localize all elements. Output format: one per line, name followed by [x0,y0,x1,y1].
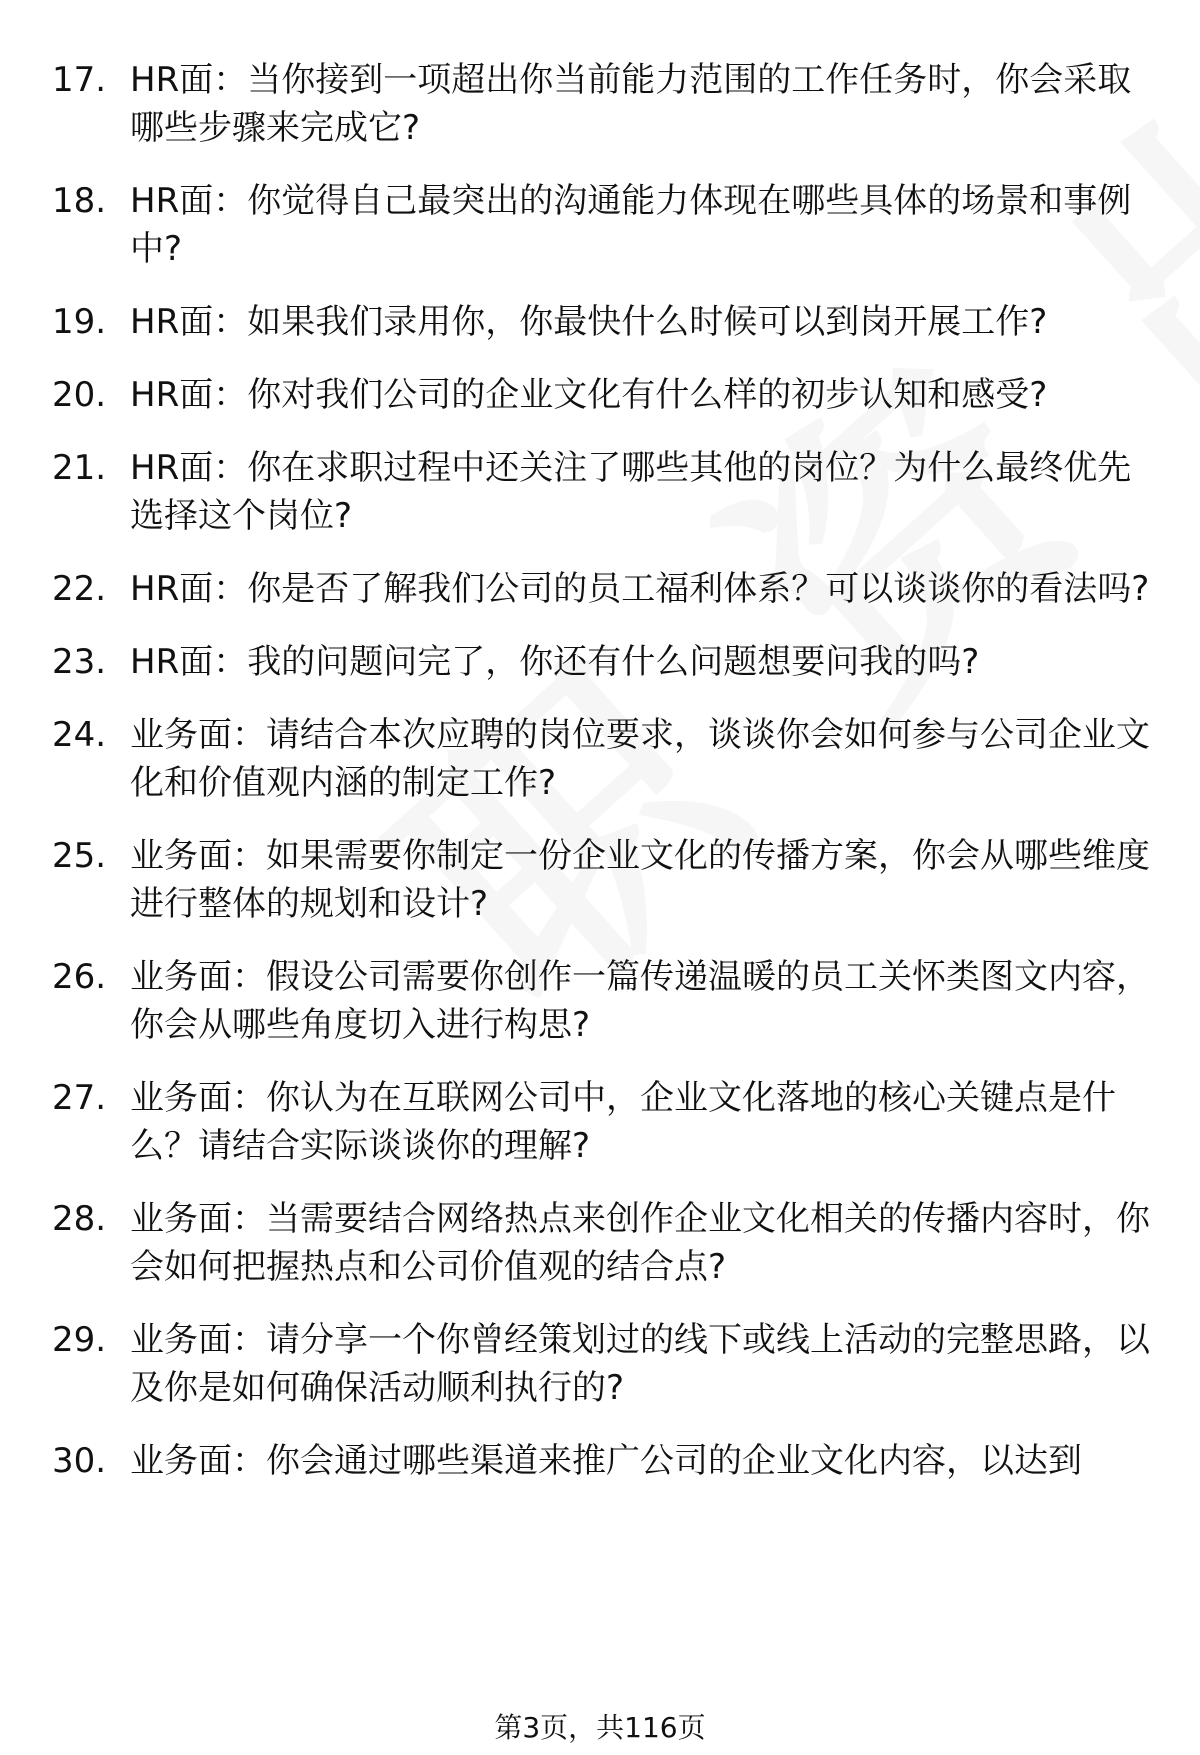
question-number: 28. [52,1199,107,1239]
question-item [0,298,1200,346]
question-number: 24. [52,715,107,755]
question-text: 业务面：当需要结合网络热点来创作企业文化相关的传播内容时，你会如何把握热点和公司价值观的结合点? [130,1199,1150,1287]
question-item [0,1195,1200,1291]
question-number: 21. [52,448,107,488]
question-text: 业务面：如果需要你制定一份企业文化的传播方案，你会从哪些维度进行整体的规划和设计? [130,836,1150,924]
question-number: 19. [52,302,107,342]
question-item [0,1316,1200,1412]
question-item [0,1074,1200,1170]
question-text: HR面：当你接到一项超出你当前能力范围的工作任务时，你会采取哪些步骤来完成它? [130,60,1132,148]
question-item [0,565,1200,613]
question-item [0,371,1200,419]
question-number: 17. [52,60,107,100]
question-number: 26. [52,957,107,997]
question-text: 业务面：请分享一个你曾经策划过的线下或线上活动的完整思路，以及你是如何确保活动顺利执行的? [130,1320,1150,1408]
question-number: 18. [52,181,107,221]
question-text: 业务面：你会通过哪些渠道来推广公司的企业文化内容，以达到 [130,1441,1082,1481]
question-number: 30. [52,1441,107,1481]
question-number: 27. [52,1078,107,1118]
question-text: HR面：如果我们录用你，你最快什么时候可以到岗开展工作? [130,302,1048,342]
question-text: HR面：你是否了解我们公司的员工福利体系？可以谈谈你的看法吗? [130,569,1150,609]
question-item [0,638,1200,686]
question-text: 业务面：请结合本次应聘的岗位要求，谈谈你会如何参与公司企业文化和价值观内涵的制定工作? [130,715,1150,803]
question-text: HR面：你对我们公司的企业文化有什么样的初步认知和感受? [130,375,1048,415]
question-item [0,444,1200,540]
question-item [0,177,1200,273]
question-item [0,953,1200,1049]
question-number: 25. [52,836,107,876]
question-text: HR面：你觉得自己最突出的沟通能力体现在哪些具体的场景和事例中? [130,181,1132,269]
question-number: 23. [52,642,107,682]
question-item [0,711,1200,807]
question-text: HR面：你在求职过程中还关注了哪些其他的岗位？为什么最终优先选择这个岗位? [130,448,1132,536]
question-item [0,832,1200,928]
question-number: 20. [52,375,107,415]
question-text: 业务面：假设公司需要你创作一篇传递温暖的员工关怀类图文内容，你会从哪些角度切入进行构思? [130,957,1150,1045]
question-item [0,56,1200,152]
question-number: 29. [52,1320,107,1360]
question-list [0,56,1200,1510]
page-footer: 第3页，共116页 [494,1711,706,1744]
question-number: 22. [52,569,107,609]
question-item [0,1437,1200,1485]
question-text: 业务面：你认为在互联网公司中，企业文化落地的核心关键点是什么？请结合实际谈谈你的理解? [130,1078,1116,1166]
question-text: HR面：我的问题问完了，你还有什么问题想要问我的吗? [130,642,980,682]
